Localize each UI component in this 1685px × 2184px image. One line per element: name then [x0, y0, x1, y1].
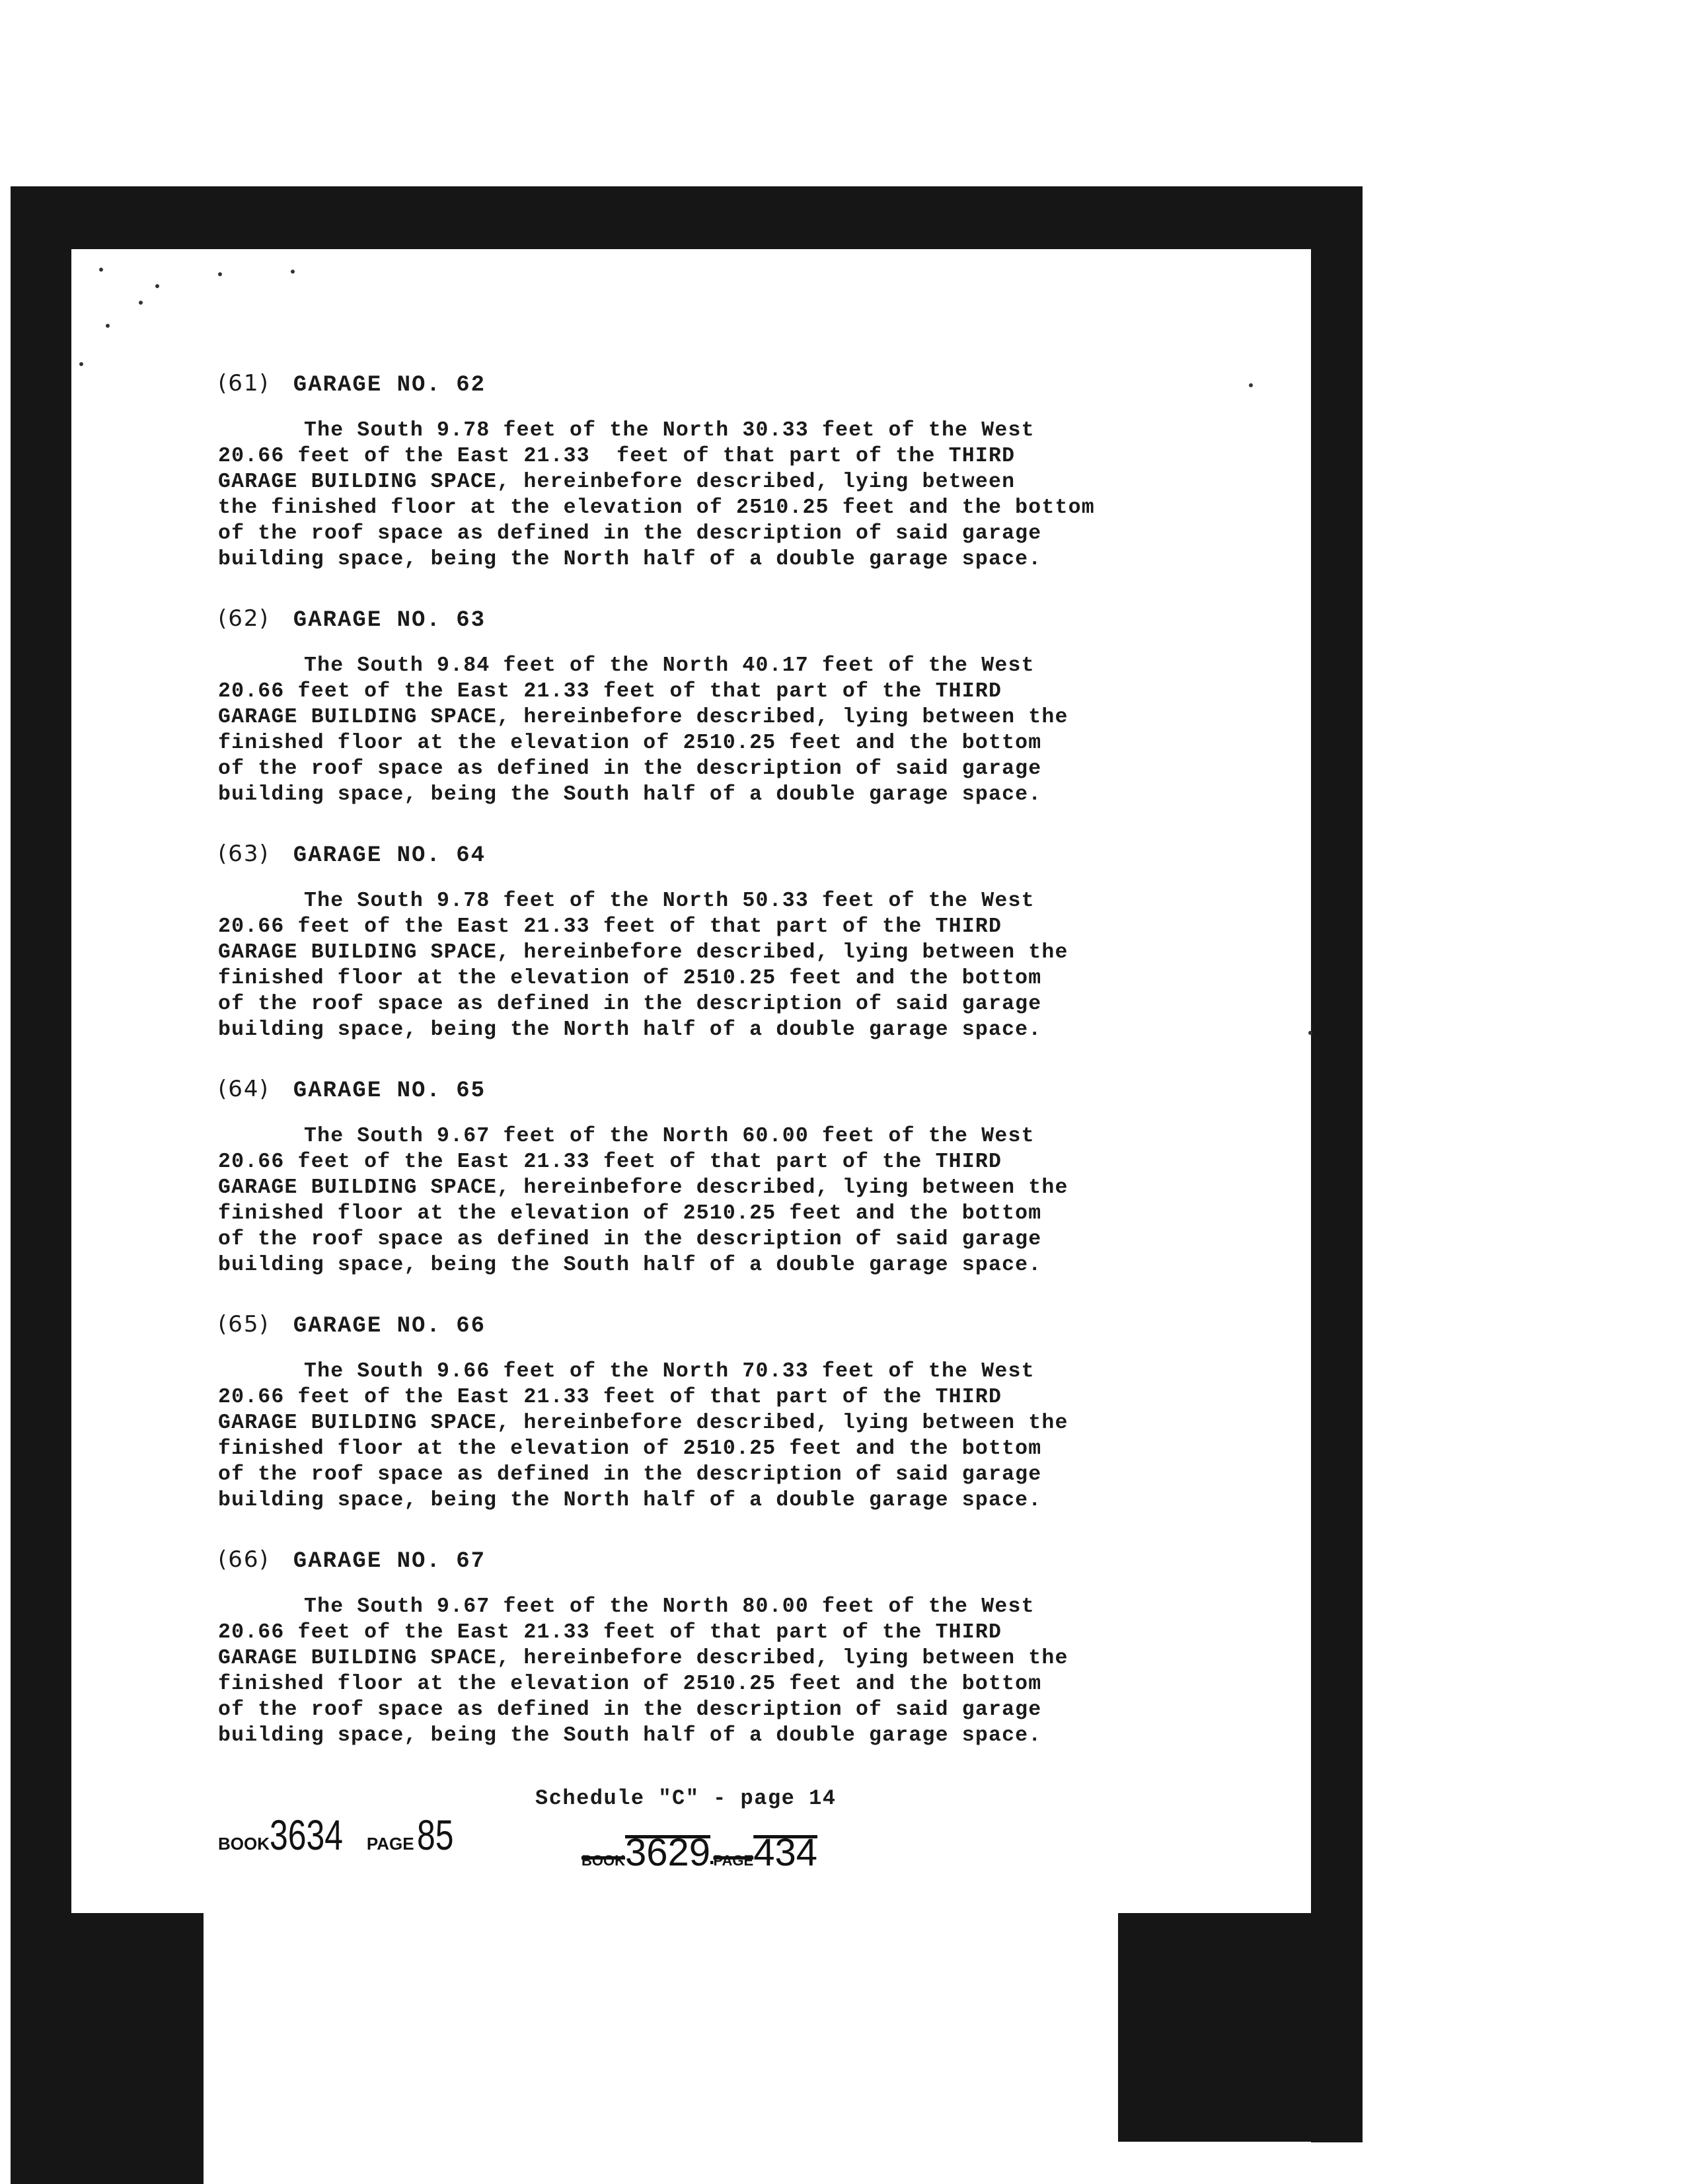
entry-heading — [218, 841, 1249, 868]
description-line: finished floor at the elevation of 2510.25 feet and the bottom — [218, 1673, 1042, 1696]
old-book-number: 3629 — [625, 1831, 711, 1874]
description-line: 20.66 feet of the East 21.33 feet of that part of the THIRD — [218, 1621, 1002, 1644]
garage-entry — [218, 1546, 1249, 1749]
scan-speck — [99, 268, 103, 272]
entry-title: GARAGE NO. 63 — [293, 608, 486, 633]
document-body — [218, 370, 1249, 1782]
entry-number: (62) — [218, 605, 270, 632]
description-line: of the roof space as defined in the description of said garage — [218, 522, 1042, 545]
description-line: building space, being the North half of a double garage space. — [218, 1489, 1042, 1512]
garage-entry — [218, 605, 1249, 808]
description-line: GARAGE BUILDING SPACE, hereinbefore described, lying between the — [218, 1412, 1068, 1435]
description-line: 20.66 feet of the East 21.33 feet of that part of the THIRD — [218, 445, 1016, 468]
description-line: building space, being the North half of a double garage space. — [218, 548, 1042, 571]
description-line: building space, being the South half of a double garage space. — [218, 1254, 1042, 1277]
old-page-number: 434 — [753, 1831, 817, 1874]
entry-number: (61) — [218, 370, 270, 396]
scan-border-top — [11, 186, 1363, 249]
page-number: 85 — [417, 1811, 454, 1859]
book-number: 3634 — [270, 1811, 344, 1859]
description-line: of the roof space as defined in the description of said garage — [218, 1463, 1042, 1486]
entry-heading — [218, 605, 1249, 633]
description-line: 20.66 feet of the East 21.33 feet of that part of the THIRD — [218, 680, 1002, 703]
garage-entry — [218, 841, 1249, 1043]
entry-title: GARAGE NO. 66 — [293, 1314, 486, 1339]
scan-speck — [79, 362, 83, 366]
description-line: The South 9.84 feet of the North 40.17 feet of the West — [304, 654, 1035, 677]
scan-speck — [139, 301, 143, 305]
description-line: building space, being the North half of a double garage space. — [218, 1018, 1042, 1041]
description-line: The South 9.67 feet of the North 60.00 feet of the West — [304, 1125, 1035, 1148]
old-book-page-stamp — [581, 1830, 817, 1875]
description-line: finished floor at the elevation of 2510.25 feet and the bottom — [218, 732, 1042, 755]
scan-speck — [106, 324, 110, 328]
description-line: The South 9.67 feet of the North 80.00 feet of the West — [304, 1595, 1035, 1618]
entry-description — [218, 1594, 1249, 1749]
description-line: GARAGE BUILDING SPACE, hereinbefore described, lying between the — [218, 706, 1068, 729]
description-line: of the roof space as defined in the description of said garage — [218, 1698, 1042, 1721]
description-line: GARAGE BUILDING SPACE, hereinbefore described, lying between the — [218, 941, 1068, 964]
description-line: The South 9.78 feet of the North 50.33 feet of the West — [304, 889, 1035, 913]
book-page-stamp — [218, 1811, 464, 1860]
description-line: of the roof space as defined in the description of said garage — [218, 993, 1042, 1016]
description-line: The South 9.78 feet of the North 30.33 feet of the West — [304, 419, 1035, 442]
entry-description — [218, 1359, 1249, 1513]
description-line: GARAGE BUILDING SPACE, hereinbefore described, lying between — [218, 471, 1016, 494]
garage-entry — [218, 1311, 1249, 1513]
entry-heading — [218, 370, 1249, 398]
scan-border-right — [1311, 186, 1363, 2142]
scan-speck — [1308, 1031, 1312, 1035]
schedule-page-label: Schedule "C" - page 14 — [535, 1786, 837, 1811]
description-line: of the roof space as defined in the description of said garage — [218, 757, 1042, 780]
book-label: BOOK — [218, 1834, 270, 1854]
entry-heading — [218, 1311, 1249, 1339]
description-line: GARAGE BUILDING SPACE, hereinbefore described, lying between the — [218, 1176, 1068, 1199]
old-book-label: BOOK — [581, 1852, 625, 1869]
description-line: 20.66 feet of the East 21.33 feet of that part of the THIRD — [218, 1386, 1002, 1409]
description-line: finished floor at the elevation of 2510.25 feet and the bottom — [218, 967, 1042, 990]
entry-description — [218, 888, 1249, 1043]
scan-speck — [291, 270, 295, 274]
entry-title: GARAGE NO. 64 — [293, 843, 486, 868]
entry-heading — [218, 1076, 1249, 1104]
scan-border-bottom-left — [11, 1913, 204, 2184]
description-line: GARAGE BUILDING SPACE, hereinbefore described, lying between the — [218, 1647, 1068, 1670]
page-label: PAGE — [366, 1834, 414, 1854]
scan-speck — [155, 284, 159, 288]
scan-speck — [218, 272, 222, 276]
entry-number: (65) — [218, 1311, 270, 1337]
entry-number: (66) — [218, 1546, 270, 1573]
garage-entry — [218, 1076, 1249, 1278]
entry-title: GARAGE NO. 67 — [293, 1549, 486, 1574]
entry-description — [218, 653, 1249, 808]
description-line: of the roof space as defined in the description of said garage — [218, 1228, 1042, 1251]
garage-entry — [218, 370, 1249, 572]
entry-title: GARAGE NO. 65 — [293, 1078, 486, 1104]
entry-description — [218, 1123, 1249, 1278]
description-line: building space, being the South half of a double garage space. — [218, 1724, 1042, 1747]
description-line: The South 9.66 feet of the North 70.33 feet of the West — [304, 1360, 1035, 1383]
entry-title: GARAGE NO. 62 — [293, 373, 486, 398]
description-line: building space, being the South half of a double garage space. — [218, 783, 1042, 806]
scan-speck — [1249, 383, 1253, 387]
description-line: finished floor at the elevation of 2510.25 feet and the bottom — [218, 1437, 1042, 1460]
description-line: finished floor at the elevation of 2510.25 feet and the bottom — [218, 1202, 1042, 1225]
entry-number: (63) — [218, 841, 270, 867]
entry-description — [218, 418, 1249, 572]
description-line: 20.66 feet of the East 21.33 feet of that part of the THIRD — [218, 915, 1002, 938]
scan-border-left — [11, 186, 71, 1918]
entry-heading — [218, 1546, 1249, 1574]
description-line: 20.66 feet of the East 21.33 feet of that part of the THIRD — [218, 1150, 1002, 1174]
entry-number: (64) — [218, 1076, 270, 1102]
description-line: the finished floor at the elevation of 2510.25 feet and the bottom — [218, 496, 1095, 519]
old-page-label: PAGE — [713, 1852, 754, 1869]
scan-border-bottom-right — [1118, 1913, 1363, 2142]
